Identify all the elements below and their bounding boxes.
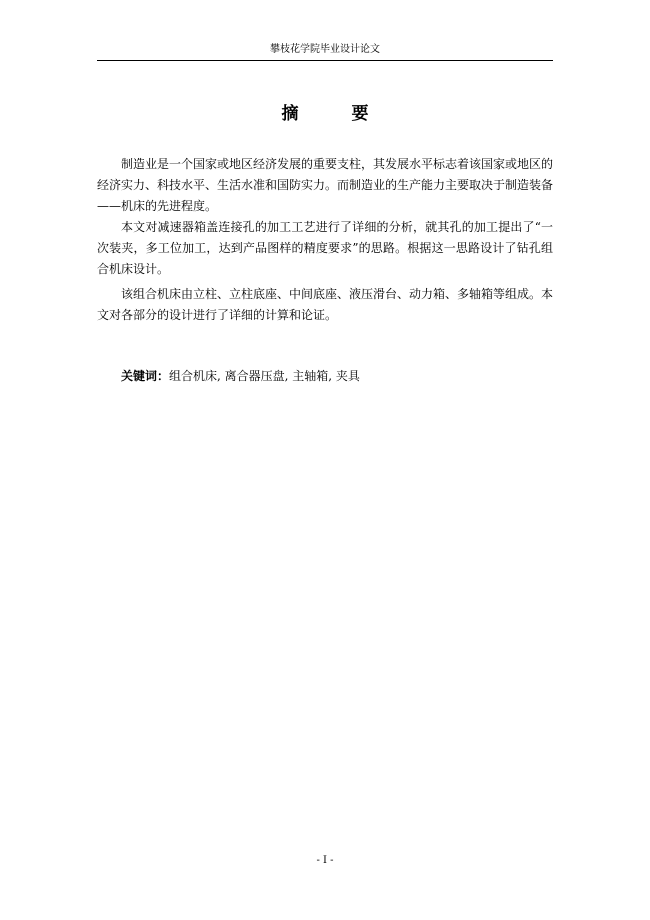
running-header: 攀枝花学院毕业设计论文 (270, 44, 380, 55)
keywords-label: 关键词： (121, 369, 170, 383)
abstract-title: 摘 要 (281, 104, 387, 124)
abstract-paragraph-1: 制造业是一个国家或地区经济发展的重要支柱，其发展水平标志着该国家或地区的经济实力、科技水平、生活水准和国防实力。而制造业的生产能力主要取决于制造装备——机床的先进程度。 (97, 157, 554, 213)
abstract-body (97, 154, 553, 326)
abstract-paragraph-2: 本文对减速器箱盖连接孔的加工工艺进行了详细的分析，就其孔的加工提出了“一次装夹，多工位加工，达到产品图样的精度要求”的思路。根据这一思路设计了钻孔组合机床设计。 (97, 220, 553, 276)
header-rule (97, 60, 553, 61)
page-number: - I - (316, 855, 334, 866)
abstract-paragraph-3: 该组合机床由立柱、立柱底座、中间底座、液压滑台、动力箱、多轴箱等组成。本文对各部分的设计进行了详细的计算和论证。 (97, 287, 554, 322)
keywords-line (121, 366, 360, 386)
keywords-list: 组合机床, 离合器压盘, 主轴箱, 夹具 (169, 369, 360, 383)
